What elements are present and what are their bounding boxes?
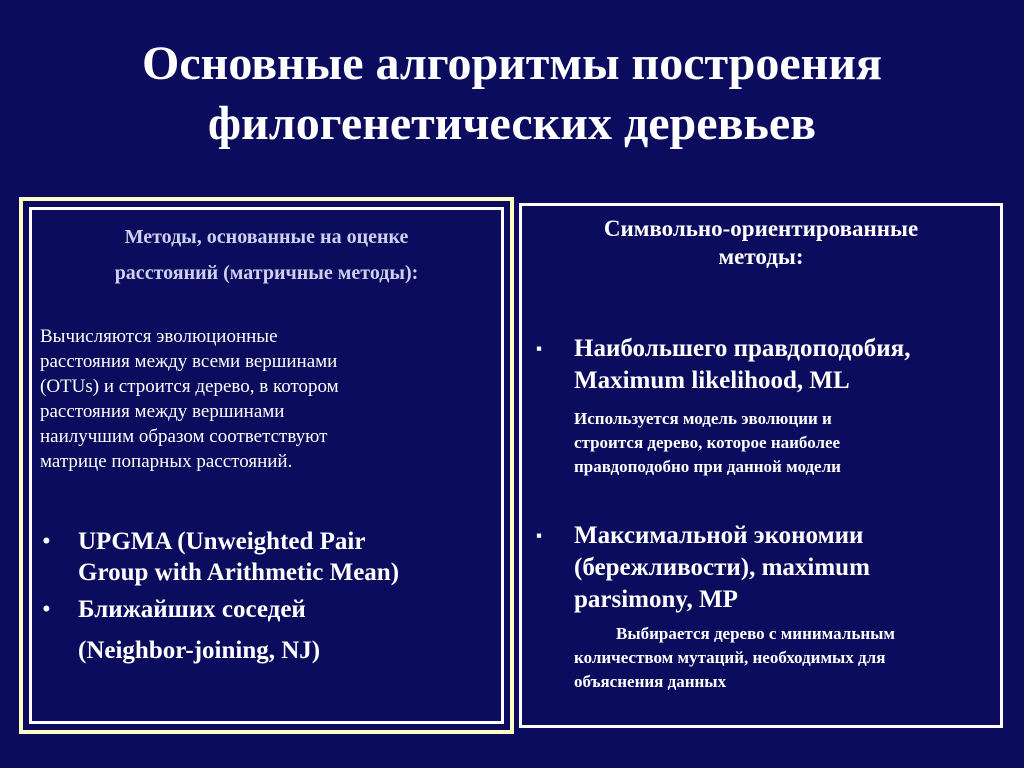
title-line-1: Основные алгоритмы построения xyxy=(142,37,882,90)
character-methods-panel xyxy=(519,203,1003,728)
list-item-line: (бережливости), maximum xyxy=(574,554,870,581)
list-item-line: parsimony, MP xyxy=(574,586,738,613)
square-bullet-icon: ▪ xyxy=(536,339,543,358)
distance-methods-panel xyxy=(19,197,514,734)
description-line: строится дерево, которое наиболее xyxy=(574,433,841,452)
list-item-description xyxy=(536,622,996,694)
description-line: матрице попарных расстояний. xyxy=(40,451,293,472)
description-line: расстояния между вершинами xyxy=(40,401,285,422)
list-item-line: Максимальной экономии xyxy=(574,522,864,549)
description-line: Выбирается дерево с минимальным xyxy=(616,624,895,643)
bullet-marker: • xyxy=(42,528,51,555)
list-item-neighbor-joining xyxy=(42,594,502,666)
description-line: (OTUs) и строится дерево, в котором xyxy=(40,376,339,397)
list-item-line: Ближайших соседей xyxy=(78,596,306,623)
distance-methods-heading xyxy=(32,219,501,291)
list-item-line: (Neighbor-joining, NJ) xyxy=(78,637,321,664)
list-item-title xyxy=(536,520,996,616)
list-item-maximum-parsimony xyxy=(536,520,996,694)
list-item-description xyxy=(536,407,996,479)
slide-title xyxy=(0,34,1024,154)
description-line: наилучшим образом соответствуют xyxy=(40,426,328,447)
distance-methods-description xyxy=(40,324,460,474)
distance-methods-list xyxy=(42,526,502,666)
list-item-line: Maximum likelihood, ML xyxy=(574,367,850,394)
list-item-line: Group with Arithmetic Mean) xyxy=(78,559,400,586)
list-item-title xyxy=(536,333,996,397)
square-bullet-icon: ▪ xyxy=(536,526,543,545)
list-item-line: Наибольшего правдоподобия, xyxy=(574,335,911,362)
description-line: правдоподобно при данной модели xyxy=(574,457,841,476)
distance-methods-inner-frame xyxy=(29,207,504,724)
description-line: Вычисляются эволюционные xyxy=(40,326,278,347)
heading-line-2: методы: xyxy=(718,244,804,269)
list-item-maximum-likelihood xyxy=(536,333,996,479)
description-line: объяснения данных xyxy=(574,672,727,691)
heading-line-1: Символьно-ориентированные xyxy=(603,216,919,241)
heading-line-1: Методы, основанные на оценке xyxy=(124,226,409,248)
description-line: Используется модель эволюции и xyxy=(574,409,832,428)
heading-line-2: расстояний (матричные методы): xyxy=(114,262,419,284)
title-line-2: филогенетических деревьев xyxy=(207,97,817,150)
bullet-marker: • xyxy=(42,596,51,623)
list-item-line: UPGMA (Unweighted Pair xyxy=(78,528,366,555)
character-methods-heading xyxy=(522,215,1000,271)
description-line: количеством мутаций, необходимых для xyxy=(574,648,886,667)
list-item-upgma xyxy=(42,526,502,588)
description-line: расстояния между всеми вершинами xyxy=(40,351,338,372)
